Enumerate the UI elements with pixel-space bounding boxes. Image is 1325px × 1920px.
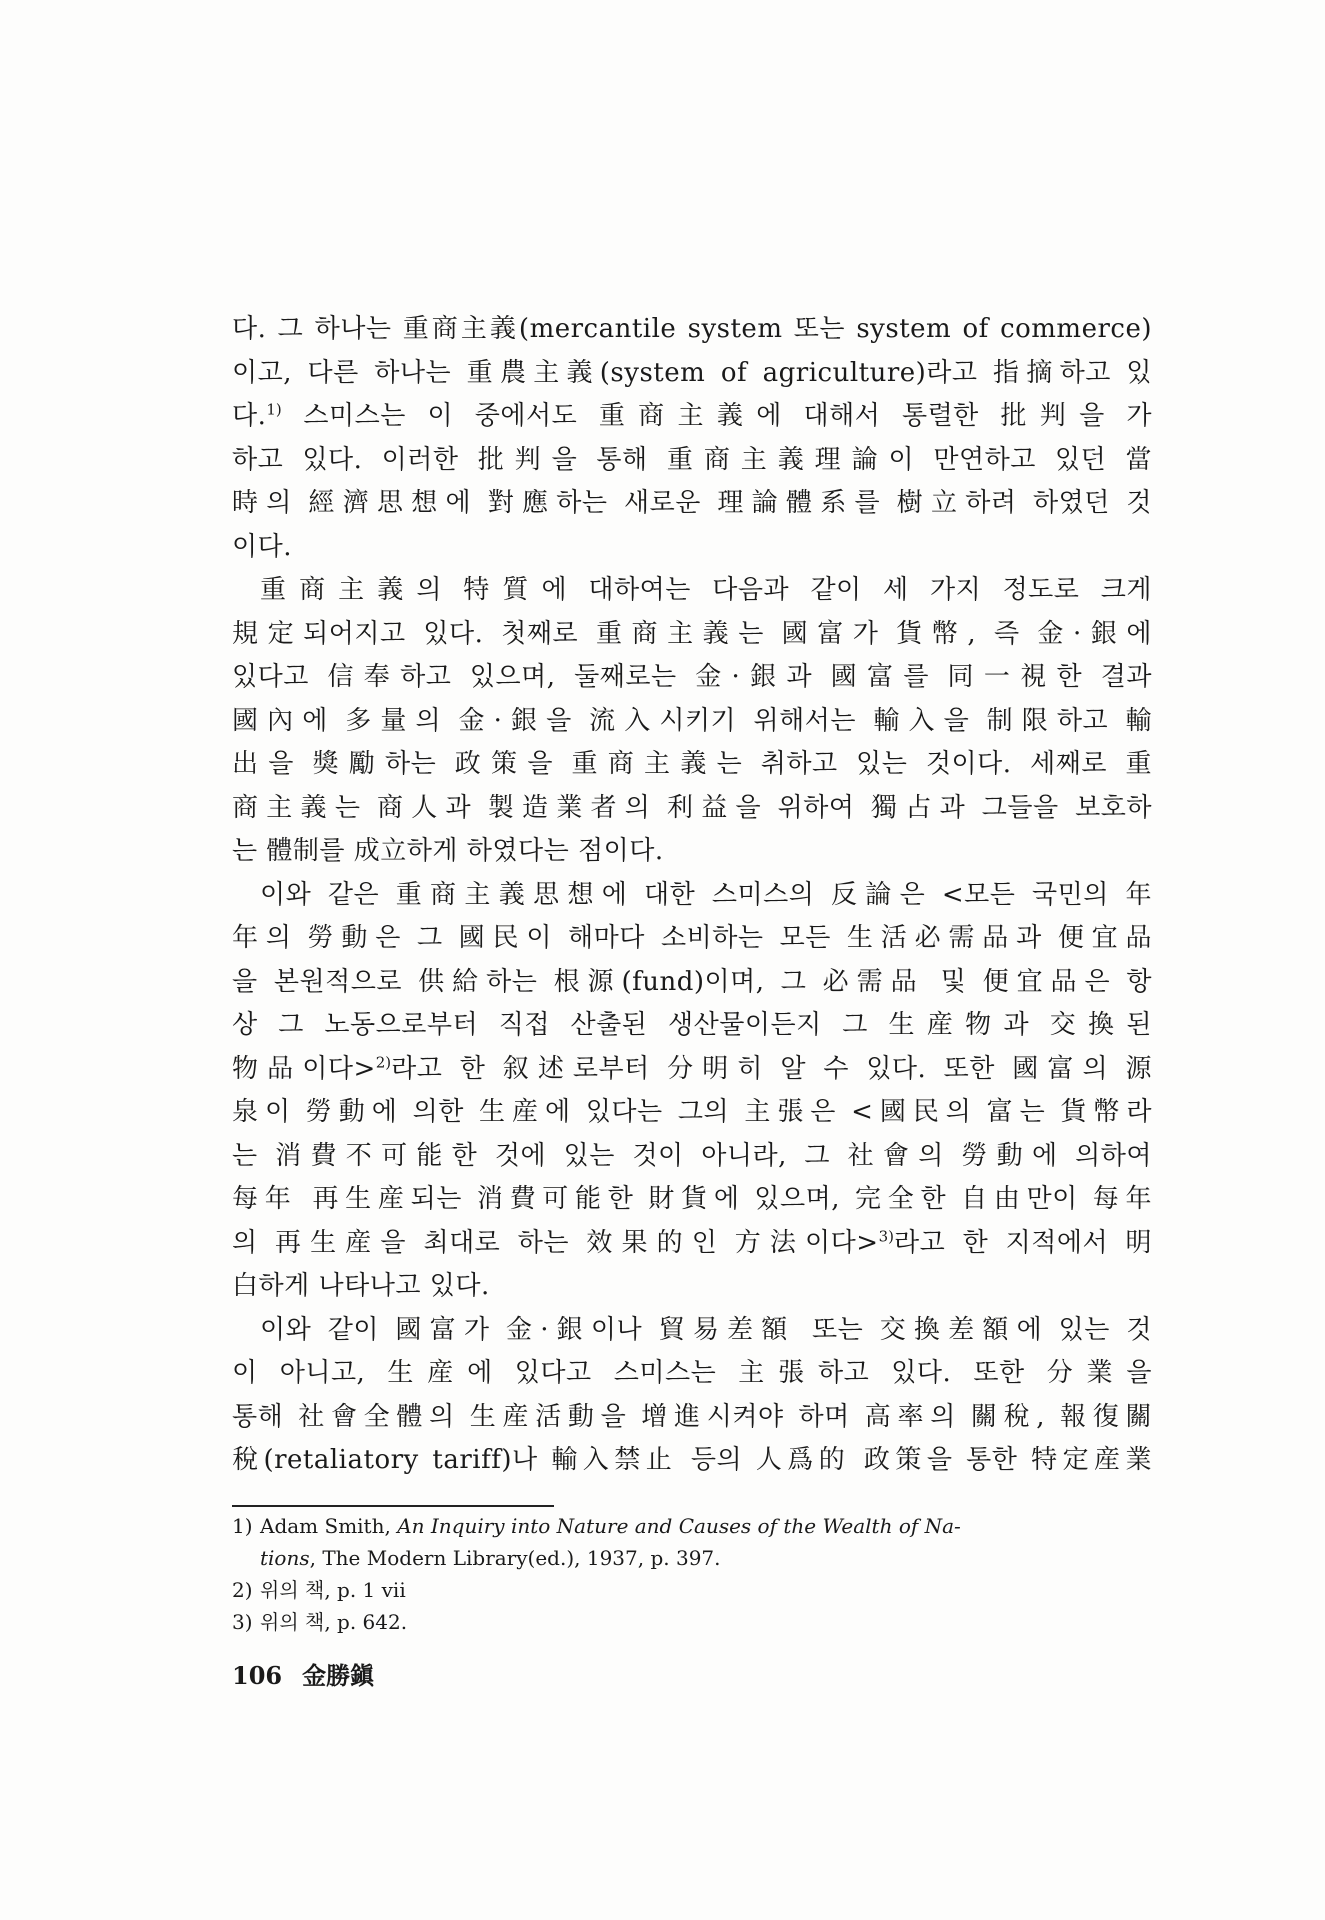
body-line bbox=[232, 1048, 1152, 1092]
body-line-text: 의 再生産을 최대로 하는 效果的인 方法이다> bbox=[232, 1227, 879, 1258]
body-line: 다. 그 하나는 重商主義(mercantile system 또는 system of commerce) bbox=[232, 314, 1152, 344]
body-line: 泉이 勞動에 의한 生産에 있다는 그의 主張은 <國民의 富는 貨幣라 bbox=[232, 1097, 1152, 1127]
footnote-number: 3) bbox=[232, 1610, 253, 1634]
footnote-text: 위의 책, p. 1 vii bbox=[260, 1578, 406, 1602]
body-line: 하고 있다. 이러한 批判을 통해 重商主義理論이 만연하고 있던 當 bbox=[232, 444, 1152, 475]
footnote-3 bbox=[232, 1606, 1152, 1638]
body-line: 이와 같은 重商主義思想에 대한 스미스의 反論은 <모든 국민의 年 bbox=[260, 879, 1152, 910]
footnote-1-continued bbox=[232, 1542, 1152, 1574]
body-line bbox=[232, 1222, 1152, 1266]
footnote-publication: , The Modern Library(ed.), 1937, p. 397. bbox=[309, 1546, 721, 1570]
body-line: 稅(retaliatory tariff)나 輸入禁止 등의 人爲的 政策을 통한 特定産業 bbox=[232, 1445, 1152, 1475]
page-footer bbox=[232, 1656, 374, 1691]
body-line-text: 스미스는 이 중에서도 重商主義에 대해서 통렬한 批判을 가 bbox=[281, 401, 1152, 431]
body-line: 重商主義의 特質에 대하여는 다음과 같이 세 가지 정도로 크게 bbox=[260, 575, 1152, 605]
footnote-ref: 1) bbox=[266, 400, 282, 419]
footnote-number: 1) bbox=[232, 1514, 253, 1538]
footnote-ref: 3) bbox=[878, 1226, 894, 1245]
footnote-2 bbox=[232, 1574, 1152, 1606]
body-line: 는 體制를 成立하게 하였다는 점이다. bbox=[232, 836, 664, 866]
body-line: 年의 勞動은 그 國民이 해마다 소비하는 모든 生活必需品과 便宜品 bbox=[232, 923, 1152, 953]
body-line: 이고, 다른 하나는 重農主義(system of agriculture)라고 指摘하고 있 bbox=[232, 357, 1152, 388]
body-line-text: 라고 한 지적에서 明 bbox=[893, 1227, 1152, 1258]
page-number: 106 bbox=[232, 1661, 283, 1690]
body-line-text: 라고 한 叙述로부터 分明히 알 수 있다. 또한 國富의 源 bbox=[391, 1053, 1152, 1084]
body-line: 國內에 多量의 金·銀을 流入시키기 위해서는 輸入을 制限하고 輸 bbox=[232, 705, 1152, 736]
body-line: 통해 社會全體의 生産活動을 增進시켜야 하며 高率의 關稅, 報復關 bbox=[232, 1401, 1152, 1432]
footnote-1 bbox=[232, 1510, 1152, 1542]
footnote-title: An Inquiry into Nature and Causes of the Wealth of Na- bbox=[397, 1514, 961, 1538]
body-line-text: 物品이다> bbox=[232, 1053, 376, 1084]
body-line: 있다고 信奉하고 있으며, 둘째로는 金·銀과 國富를 同一視한 결과 bbox=[232, 662, 1152, 692]
body-line: 이다. bbox=[232, 531, 292, 562]
footnote-author: Adam Smith, bbox=[260, 1514, 398, 1538]
body-line: 는 消費不可能한 것에 있는 것이 아니라, 그 社會의 勞動에 의하여 bbox=[232, 1140, 1152, 1171]
body-line: 每年 再生産되는 消費可能한 財貨에 있으며, 完全한 自由만이 每年 bbox=[232, 1184, 1152, 1214]
body-text bbox=[232, 308, 1152, 1483]
body-line: 이 아니고, 生産에 있다고 스미스는 主張하고 있다. 또한 分業을 bbox=[232, 1358, 1152, 1388]
body-line: 을 본원적으로 供給하는 根源(fund)이며, 그 必需品 및 便宜品은 항 bbox=[232, 966, 1152, 997]
body-line: 規定되어지고 있다. 첫째로 重商主義는 國富가 貨幣, 즉 金·銀에 bbox=[232, 618, 1152, 649]
footnote-title: tions bbox=[260, 1546, 310, 1570]
body-line-text: 다. bbox=[232, 401, 267, 431]
body-line bbox=[232, 395, 1152, 439]
body-line: 時의 經濟思想에 對應하는 새로운 理論體系를 樹立하려 하였던 것 bbox=[232, 488, 1152, 518]
body-line: 商主義는 商人과 製造業者의 利益을 위하여 獨占과 그들을 보호하 bbox=[232, 792, 1152, 823]
body-line: 白하게 나타나고 있다. bbox=[232, 1271, 490, 1301]
footnote-number: 2) bbox=[232, 1578, 253, 1602]
footnotes bbox=[232, 1510, 1152, 1638]
body-line: 이와 같이 國富가 金·銀이나 貿易差額 또는 交換差額에 있는 것 bbox=[260, 1314, 1152, 1345]
footnote-ref: 2) bbox=[375, 1052, 392, 1071]
footer-author: 金勝鎭 bbox=[302, 1661, 375, 1690]
body-line: 出을 獎勵하는 政策을 重商主義는 취하고 있는 것이다. 세째로 重 bbox=[232, 749, 1152, 779]
footnote-divider bbox=[232, 1505, 554, 1507]
body-line: 상 그 노동으로부터 직접 산출된 생산물이든지 그 生産物과 交換된 bbox=[232, 1010, 1152, 1040]
footnote-text: 위의 책, p. 642. bbox=[260, 1610, 408, 1634]
